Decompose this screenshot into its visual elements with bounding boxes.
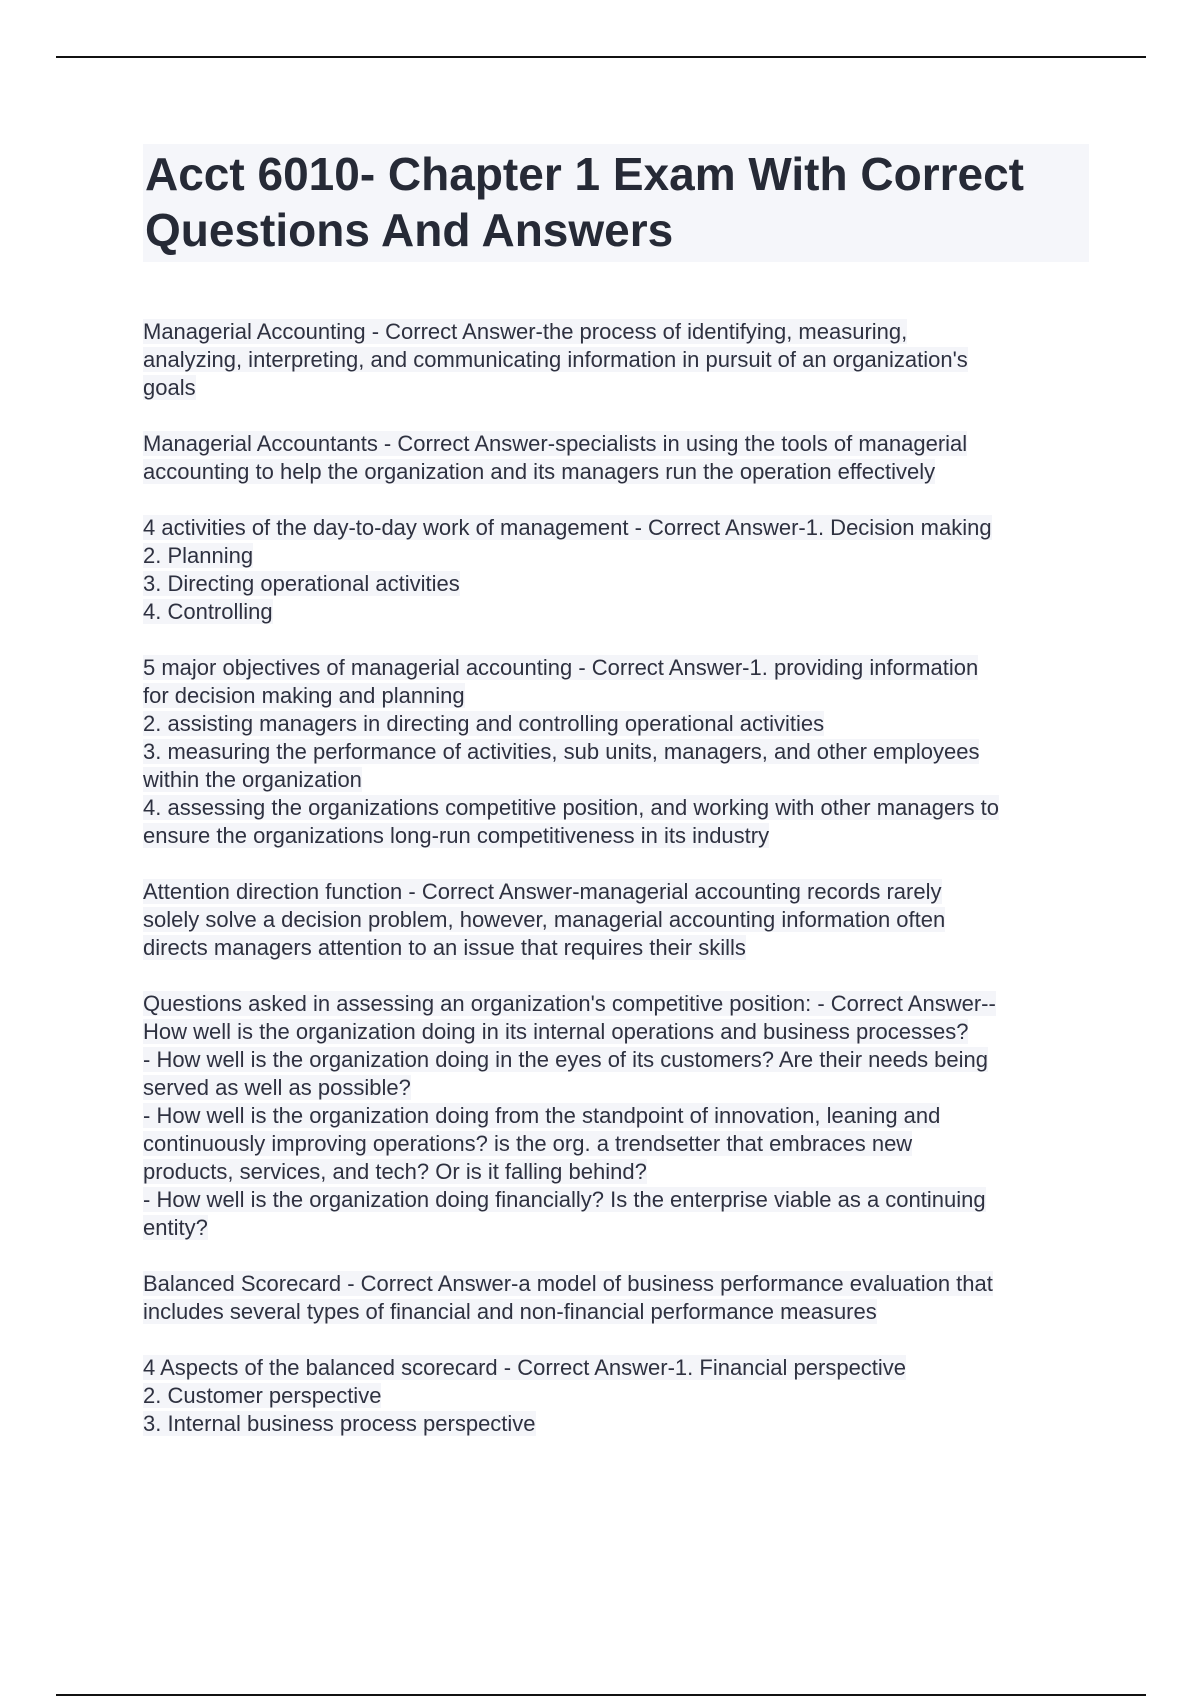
entry-line: How well is the organization doing in its internal operations and business processes? [143,1019,969,1044]
title-line: Questions And Answers [145,204,674,256]
entry-line: 2. Planning [143,543,254,568]
qa-entry-scorecard-aspects [143,1354,1089,1438]
entry-line: 5 major objectives of managerial accounting - Correct Answer-1. providing information [143,655,979,680]
qa-entry-managerial-accounting [143,318,1089,402]
entry-line: 2. Customer perspective [143,1383,382,1408]
entry-line: 2. assisting managers in directing and controlling operational activities [143,711,825,736]
entry-line: 3. Directing operational activities [143,571,460,596]
document-body [143,144,1089,1466]
entry-line: Balanced Scorecard - Correct Answer-a model of business performance evaluation that [143,1271,993,1296]
entry-line: for decision making and planning [143,683,465,708]
entry-line: 4 activities of the day-to-day work of management - Correct Answer-1. Decision making [143,515,992,540]
bottom-rule [56,1694,1146,1696]
document-title [143,144,1089,262]
entry-line: products, services, and tech? Or is it falling behind? [143,1159,647,1184]
entry-line: Managerial Accountants - Correct Answer-specialists in using the tools of managerial [143,431,968,456]
qa-entry-management-activities [143,514,1089,626]
entry-line: directs managers attention to an issue that requires their skills [143,935,746,960]
qa-entry-balanced-scorecard [143,1270,1089,1326]
entry-line: 3. measuring the performance of activities, sub units, managers, and other employees [143,739,980,764]
qa-entry-attention-direction [143,878,1089,962]
qa-entry-managerial-accountants [143,430,1089,486]
entry-line: Attention direction function - Correct Answer-managerial accounting records rarely [143,879,942,904]
entry-line: goals [143,375,196,400]
entry-line: served as well as possible? [143,1075,411,1100]
qa-entry-major-objectives [143,654,1089,850]
entry-line: accounting to help the organization and its managers run the operation effectively [143,459,936,484]
entry-line: ensure the organizations long-run competitiveness in its industry [143,823,770,848]
qa-entry-competitive-position [143,990,1089,1242]
entry-line: includes several types of financial and non-financial performance measures [143,1299,877,1324]
entry-line: 4 Aspects of the balanced scorecard - Correct Answer-1. Financial perspective [143,1355,907,1380]
entry-line: - How well is the organization doing in the eyes of its customers? Are their needs being [143,1047,989,1072]
entry-line: analyzing, interpreting, and communicating information in pursuit of an organization's [143,347,968,372]
entry-line: 3. Internal business process perspective [143,1411,536,1436]
entry-line: - How well is the organization doing from the standpoint of innovation, leaning and [143,1103,941,1128]
title-line: Acct 6010- Chapter 1 Exam With Correct [145,148,1024,200]
entry-line: entity? [143,1215,208,1240]
top-rule [56,56,1146,58]
entry-line: continuously improving operations? is the org. a trendsetter that embraces new [143,1131,913,1156]
entry-line: 4. Controlling [143,599,273,624]
qa-list [143,318,1089,1438]
entry-line: Questions asked in assessing an organization's competitive position: - Correct Answer-- [143,991,996,1016]
entry-line: Managerial Accounting - Correct Answer-the process of identifying, measuring, [143,319,908,344]
entry-line: - How well is the organization doing financially? Is the enterprise viable as a continuing [143,1187,986,1212]
entry-line: 4. assessing the organizations competitive position, and working with other managers to [143,795,1000,820]
entry-line: solely solve a decision problem, however, managerial accounting information often [143,907,946,932]
entry-line: within the organization [143,767,362,792]
